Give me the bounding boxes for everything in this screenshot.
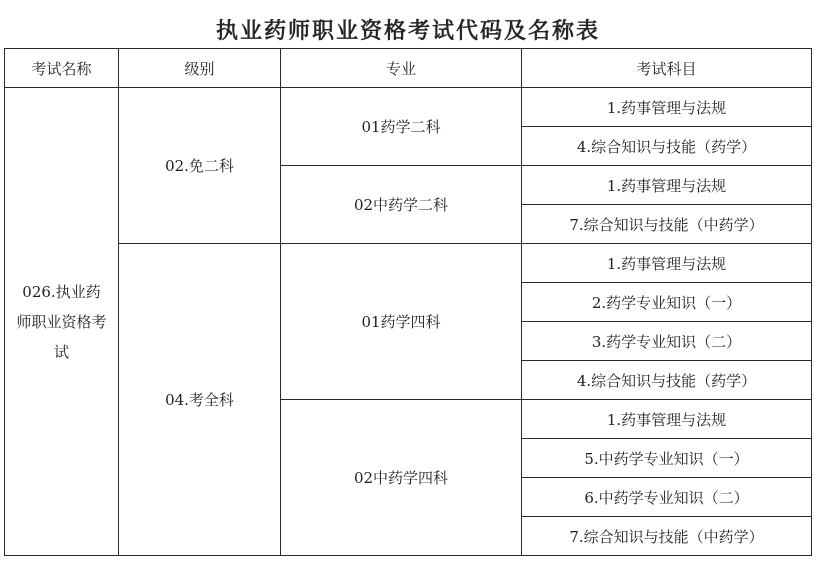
header-level: 级别 [119, 49, 281, 88]
subject-cell: 6.中药学专业知识（二） [522, 478, 812, 517]
subject-cell: 5.中药学专业知识（一） [522, 439, 812, 478]
header-major: 专业 [281, 49, 522, 88]
exam-name: 026.执业药师职业资格考试 [16, 282, 107, 361]
table-row [5, 88, 812, 127]
level-cell: 02.免二科 [119, 88, 281, 244]
major-cell: 01药学二科 [281, 88, 522, 166]
exam-code-table [4, 48, 812, 556]
subject-cell: 1.药事管理与法规 [522, 166, 812, 205]
level-cell: 04.考全科 [119, 244, 281, 556]
header-exam-name: 考试名称 [5, 49, 119, 88]
major-cell: 02中药学二科 [281, 166, 522, 244]
subject-cell: 7.综合知识与技能（中药学） [522, 205, 812, 244]
subject-cell: 1.药事管理与法规 [522, 244, 812, 283]
table-row [5, 244, 812, 283]
subject-cell: 3.药学专业知识（二） [522, 322, 812, 361]
subject-cell: 4.综合知识与技能（药学） [522, 361, 812, 400]
major-cell: 01药学四科 [281, 244, 522, 400]
subject-cell: 7.综合知识与技能（中药学） [522, 517, 812, 556]
exam-name-cell [5, 88, 119, 556]
page-title: 执业药师职业资格考试代码及名称表 [215, 18, 600, 44]
major-cell: 02中药学四科 [281, 400, 522, 556]
header-subjects: 考试科目 [522, 49, 812, 88]
subject-cell: 1.药事管理与法规 [522, 88, 812, 127]
subject-cell: 1.药事管理与法规 [522, 400, 812, 439]
header-row [5, 49, 812, 88]
subject-cell: 2.药学专业知识（一） [522, 283, 812, 322]
subject-cell: 4.综合知识与技能（药学） [522, 127, 812, 166]
